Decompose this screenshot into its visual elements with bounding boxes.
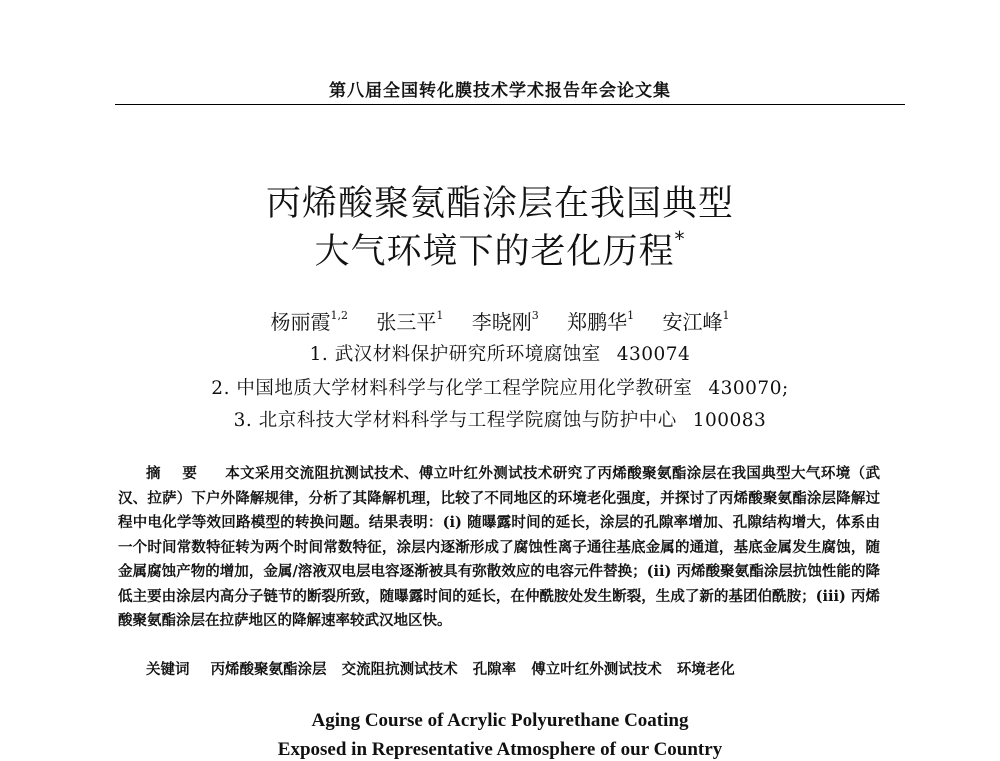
- affiliation-text: 3. 北京科技大学材料科学与工程学院腐蚀与防护中心: [233, 410, 677, 431]
- author-affiliation-mark: 3: [531, 309, 539, 323]
- author: [662, 310, 729, 334]
- author: [567, 310, 634, 334]
- author-affiliation-mark: 1: [436, 309, 444, 323]
- keyword: 孔隙率: [472, 661, 517, 678]
- paper-title-text-2: 大气环境下的老化历程: [314, 232, 675, 272]
- author: [271, 310, 349, 334]
- affiliation-postcode: 100083: [692, 410, 767, 431]
- keyword: 丙烯酸聚氨酯涂层: [210, 661, 327, 678]
- affiliation-postcode: 430070;: [708, 378, 789, 399]
- affiliation-text: 1. 武汉材料保护研究所环境腐蚀室: [309, 344, 601, 365]
- keyword: 环境老化: [676, 661, 735, 678]
- journal-header-title: 第八届全国转化膜技术学术报告年会论文集: [329, 81, 671, 101]
- abstract-label: 摘 要: [146, 465, 206, 482]
- author: [376, 310, 443, 334]
- author-affiliation-mark: 1: [627, 309, 635, 323]
- keywords: [146, 658, 880, 679]
- header-rule: [115, 104, 905, 105]
- affiliation-text: 2. 中国地质大学材料科学与化学工程学院应用化学教研室: [211, 378, 693, 399]
- keyword: 交流阻抗测试技术: [341, 661, 458, 678]
- paper-title-line-2: [0, 224, 1000, 274]
- abstract-text: 本文采用交流阻抗测试技术、傅立叶红外测试技术研究了丙烯酸聚氨酯涂层在我国典型大气环境（武汉、拉萨）下户外降解规律，分析了其降解机理，比较了不同地区的环境老化强度，并探讨了丙烯酸聚氨酯涂层降解过程中电化学等效回路模型的转换问题。结果表明：(i) 随曝露时间的延长，涂层的孔隙率增加、孔隙结构增大，体系由一个时间常数特征转为两个时间常数特征，涂层内逐渐形成了腐蚀性离子通往基底金属的通道，基底金属发生腐蚀，随金属腐蚀产物的增加，金属/溶液双电层电容逐渐被具有弥散效应的电容元件替换；(ii) 丙烯酸聚氨酯涂层抗蚀性能的降低主要由涂层内高分子链节的断裂所致，随曝露时间的延长，在仲酰胺处发生断裂，生成了新的基团伯酰胺；(iii) 丙烯酸聚氨酯涂层在拉萨地区的降解速率较武汉地区快。: [118, 465, 880, 629]
- author-name: 张三平: [376, 310, 437, 334]
- author: [472, 310, 539, 334]
- affiliation-1: [0, 340, 1000, 366]
- author-name: 郑鹏华: [567, 310, 628, 334]
- author-name: 杨丽霞: [270, 310, 331, 334]
- abstract: [118, 462, 880, 634]
- author-list: [0, 306, 1000, 335]
- paper-title-text-1: 丙烯酸聚氨酯涂层在我国典型: [265, 184, 734, 224]
- author-name: 李晓刚: [471, 310, 532, 334]
- author-name: 安江峰: [662, 310, 723, 334]
- keywords-label: 关键词: [146, 661, 190, 678]
- english-title-line-2: Exposed in Representative Atmosphere of our Country: [277, 739, 723, 760]
- english-title-line-1: Aging Course of Acrylic Polyurethane Coating: [311, 710, 689, 731]
- affiliation-postcode: 430074: [616, 344, 691, 365]
- affiliation-3: [0, 406, 1000, 432]
- title-footnote-mark: *: [674, 227, 686, 252]
- paper-title-line-1: [0, 176, 1000, 226]
- keyword: 傅立叶红外测试技术: [531, 661, 662, 678]
- affiliation-2: [0, 374, 1000, 400]
- author-affiliation-mark: 1: [722, 309, 730, 323]
- author-affiliation-mark: 1,2: [330, 309, 349, 323]
